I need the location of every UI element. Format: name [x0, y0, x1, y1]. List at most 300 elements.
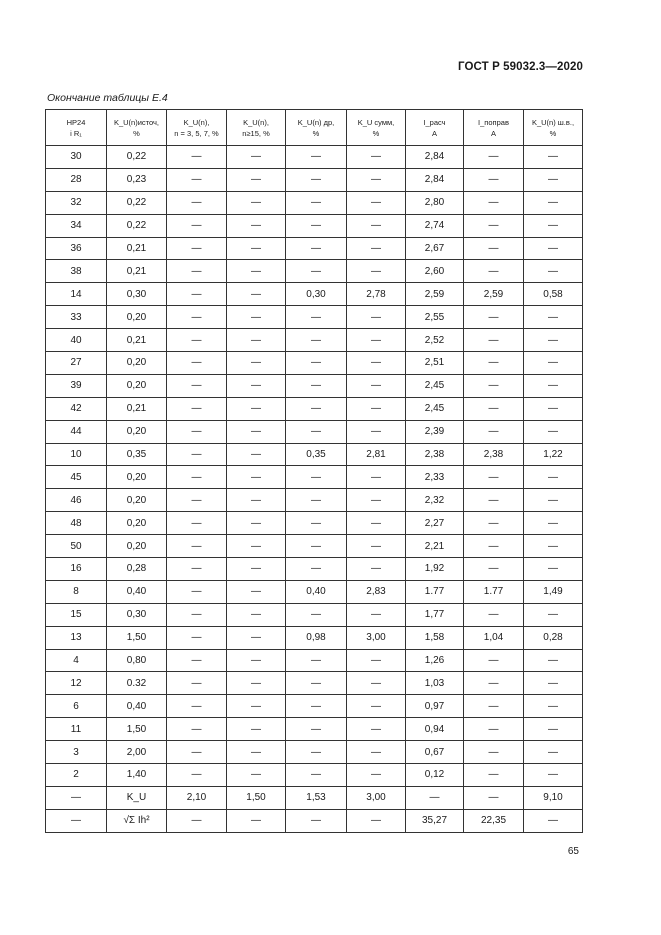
table-cell: 42 — [46, 397, 107, 420]
column-header-i-corrected — [464, 110, 524, 146]
table-cell: — — [524, 764, 583, 787]
table-cell: — — [524, 306, 583, 329]
table-cell: 0,30 — [107, 603, 167, 626]
table-cell: — — [524, 649, 583, 672]
table-cell: 1,77 — [406, 603, 464, 626]
table-cell: — — [227, 420, 286, 443]
table-cell: — — [167, 512, 227, 535]
table-row — [46, 374, 583, 397]
table-cell: — — [167, 168, 227, 191]
table-cell: — — [167, 466, 227, 489]
column-header-ku-low-order — [167, 110, 227, 146]
header-line2: % — [133, 128, 140, 138]
table-cell: 2,33 — [406, 466, 464, 489]
table-cell: — — [227, 352, 286, 375]
table-cell: 0,22 — [107, 214, 167, 237]
table-cell: — — [227, 283, 286, 306]
table-cell: 6 — [46, 695, 107, 718]
table-cell: 0,40 — [107, 695, 167, 718]
table-cell: — — [464, 649, 524, 672]
table-cell: — — [347, 397, 406, 420]
header-line1: K_U(n), — [243, 117, 269, 127]
table-cell: 0,20 — [107, 466, 167, 489]
table-cell: 44 — [46, 420, 107, 443]
table-cell: — — [464, 306, 524, 329]
table-cell: — — [347, 741, 406, 764]
table-cell: — — [464, 786, 524, 809]
table-cell: 10 — [46, 443, 107, 466]
column-header-i-calc — [406, 110, 464, 146]
table-cell: 0,21 — [107, 397, 167, 420]
table-cell: 2,38 — [406, 443, 464, 466]
table-cell: 2 — [46, 764, 107, 787]
table-cell: 13 — [46, 626, 107, 649]
table-cell: — — [227, 649, 286, 672]
table-cell: 1,53 — [286, 786, 347, 809]
table-cell: 0,23 — [107, 168, 167, 191]
table-cell: — — [464, 489, 524, 512]
table-cell: — — [347, 558, 406, 581]
table-cell: — — [347, 466, 406, 489]
table-cell: — — [167, 603, 227, 626]
table-cell: — — [524, 558, 583, 581]
table-cell: 1,50 — [107, 626, 167, 649]
table-cell: 36 — [46, 237, 107, 260]
table-cell: 2,55 — [406, 306, 464, 329]
table-cell: — — [286, 214, 347, 237]
header-line2: n≥15, % — [242, 128, 270, 138]
table-cell: — — [227, 626, 286, 649]
table-cell: — — [167, 741, 227, 764]
table-cell: — — [347, 260, 406, 283]
table-cell: 0,80 — [107, 649, 167, 672]
table-cell: — — [464, 168, 524, 191]
table-row — [46, 191, 583, 214]
table-cell: — — [167, 626, 227, 649]
table-cell: 35,27 — [406, 809, 464, 832]
table-cell: — — [286, 329, 347, 352]
header-line1: K_U(n) ш.в., — [531, 117, 575, 127]
page-number: 65 — [567, 846, 579, 857]
table-cell: — — [286, 191, 347, 214]
table-cell: — — [286, 512, 347, 535]
harmonics-table — [45, 109, 583, 833]
table-cell: — — [46, 809, 107, 832]
table-cell: — — [227, 306, 286, 329]
table-row — [46, 283, 583, 306]
header-line1: K_U(n)источ, — [113, 117, 160, 127]
table-cell: 0,20 — [107, 420, 167, 443]
table-cell: — — [286, 466, 347, 489]
table-cell: 0,21 — [107, 329, 167, 352]
table-cell: — — [286, 237, 347, 260]
table-cell: — — [167, 420, 227, 443]
table-cell: — — [464, 374, 524, 397]
table-cell: 0,35 — [286, 443, 347, 466]
table-cell: — — [167, 146, 227, 169]
table-cell: — — [347, 672, 406, 695]
table-row — [46, 146, 583, 169]
table-cell: 0,20 — [107, 352, 167, 375]
table-cell: — — [464, 352, 524, 375]
table-cell: 1,58 — [406, 626, 464, 649]
table-cell: — — [286, 672, 347, 695]
table-cell: 2,83 — [347, 580, 406, 603]
table-cell: — — [347, 374, 406, 397]
table-cell: 2,59 — [464, 283, 524, 306]
table-cell: — — [464, 260, 524, 283]
table-cell: — — [286, 397, 347, 420]
table-cell: 0,97 — [406, 695, 464, 718]
table-cell: 2,51 — [406, 352, 464, 375]
table-cell: — — [464, 764, 524, 787]
table-cell: — — [464, 420, 524, 443]
table-cell: — — [524, 489, 583, 512]
table-cell: — — [524, 672, 583, 695]
table-cell: 50 — [46, 535, 107, 558]
table-cell: — — [167, 237, 227, 260]
table-cell: 0,28 — [107, 558, 167, 581]
table-cell: — — [286, 374, 347, 397]
table-cell: — — [524, 329, 583, 352]
table-cell: — — [227, 695, 286, 718]
table-cell: — — [227, 718, 286, 741]
table-cell: 0,20 — [107, 512, 167, 535]
table-cell: 2,78 — [347, 283, 406, 306]
table-cell: — — [286, 420, 347, 443]
table-cell: 48 — [46, 512, 107, 535]
table-cell: — — [464, 191, 524, 214]
table-cell: — — [524, 214, 583, 237]
table-cell: — — [227, 764, 286, 787]
table-row — [46, 695, 583, 718]
table-cell: 34 — [46, 214, 107, 237]
table-cell: — — [286, 603, 347, 626]
table-cell: 0,58 — [524, 283, 583, 306]
header-line2: i R₁ — [70, 128, 82, 138]
header-line2: A — [431, 128, 437, 138]
table-cell: 2,60 — [406, 260, 464, 283]
table-cell: — — [167, 260, 227, 283]
table-cell: 22,35 — [464, 809, 524, 832]
table-cell: — — [167, 672, 227, 695]
table-row — [46, 535, 583, 558]
table-cell: 0,94 — [406, 718, 464, 741]
table-cell: — — [286, 558, 347, 581]
table-cell: 46 — [46, 489, 107, 512]
table-cell: — — [524, 512, 583, 535]
table-cell: — — [227, 443, 286, 466]
table-cell: — — [347, 535, 406, 558]
table-cell: — — [167, 214, 227, 237]
table-cell: 0,35 — [107, 443, 167, 466]
table-cell: K_U — [107, 786, 167, 809]
table-row — [46, 580, 583, 603]
column-header-ku-bus — [524, 110, 583, 146]
table-cell: — — [167, 352, 227, 375]
table-row — [46, 214, 583, 237]
table-cell: — — [227, 512, 286, 535]
table-row — [46, 626, 583, 649]
table-cell: — — [464, 695, 524, 718]
table-cell: — — [347, 649, 406, 672]
header-line1: I_расч — [423, 117, 446, 127]
table-row — [46, 466, 583, 489]
table-cell: — — [227, 214, 286, 237]
table-cell: — — [347, 329, 406, 352]
table-cell: 3,00 — [347, 786, 406, 809]
table-cell: — — [524, 809, 583, 832]
table-row — [46, 512, 583, 535]
table-cell: 2,00 — [107, 741, 167, 764]
table-cell: — — [286, 489, 347, 512]
table-cell: — — [524, 237, 583, 260]
table-cell: 0,20 — [107, 535, 167, 558]
column-header-nr — [46, 110, 107, 146]
table-cell: 1,49 — [524, 580, 583, 603]
table-row — [46, 397, 583, 420]
table-cell: 16 — [46, 558, 107, 581]
table-cell: 33 — [46, 306, 107, 329]
table-cell: — — [347, 695, 406, 718]
table-cell: 2,80 — [406, 191, 464, 214]
table-cell: — — [167, 489, 227, 512]
table-cell: — — [524, 603, 583, 626]
header-line2: % — [372, 128, 380, 138]
table-cell: √Σ Ih² — [107, 809, 167, 832]
table-row — [46, 809, 583, 832]
table-cell: — — [167, 306, 227, 329]
table-cell: — — [227, 672, 286, 695]
table-cell: 0,22 — [107, 191, 167, 214]
table-cell: 9,10 — [524, 786, 583, 809]
table-row — [46, 329, 583, 352]
table-cell: — — [286, 718, 347, 741]
table-cell: — — [347, 237, 406, 260]
table-cell: — — [286, 649, 347, 672]
table-cell: — — [347, 603, 406, 626]
table-cell: 15 — [46, 603, 107, 626]
table-cell: — — [464, 329, 524, 352]
table-cell: 2,67 — [406, 237, 464, 260]
table-cell: — — [524, 352, 583, 375]
table-cell: 0,30 — [107, 283, 167, 306]
table-cell: — — [227, 603, 286, 626]
table-cell: 8 — [46, 580, 107, 603]
table-cell: 4 — [46, 649, 107, 672]
table-cell: — — [286, 741, 347, 764]
table-cell: 1.77 — [464, 580, 524, 603]
table-row — [46, 306, 583, 329]
table-cell: — — [406, 786, 464, 809]
table-cell: — — [464, 397, 524, 420]
table-cell: — — [464, 672, 524, 695]
table-cell: 2,39 — [406, 420, 464, 443]
table-cell: 2,81 — [347, 443, 406, 466]
table-cell: — — [286, 764, 347, 787]
table-cell: — — [347, 214, 406, 237]
table-row — [46, 672, 583, 695]
table-row — [46, 443, 583, 466]
table-cell: 0,21 — [107, 237, 167, 260]
header-line1: НР24 — [66, 117, 86, 127]
table-cell: 1,26 — [406, 649, 464, 672]
table-cell: 1,50 — [227, 786, 286, 809]
table-cell: 2,10 — [167, 786, 227, 809]
table-cell: — — [227, 489, 286, 512]
table-cell: 0,40 — [107, 580, 167, 603]
table-cell: — — [227, 466, 286, 489]
table-cell: — — [227, 809, 286, 832]
table-cell: — — [167, 718, 227, 741]
table-cell: 1,50 — [107, 718, 167, 741]
column-header-ku-high-order — [227, 110, 286, 146]
table-cell: 0,12 — [406, 764, 464, 787]
table-cell: — — [524, 718, 583, 741]
table-cell: 0,20 — [107, 489, 167, 512]
table-cell: — — [167, 443, 227, 466]
table-row — [46, 489, 583, 512]
table-cell: 11 — [46, 718, 107, 741]
table-cell: — — [286, 260, 347, 283]
table-cell: 1,92 — [406, 558, 464, 581]
table-cell: 2,52 — [406, 329, 464, 352]
table-cell: 0,20 — [107, 306, 167, 329]
table-cell: — — [524, 168, 583, 191]
table-cell: 0,30 — [286, 283, 347, 306]
table-cell: 0,67 — [406, 741, 464, 764]
table-cell: 0,28 — [524, 626, 583, 649]
table-cell: — — [464, 214, 524, 237]
table-cell: 1.77 — [406, 580, 464, 603]
table-cell: 0,98 — [286, 626, 347, 649]
table-cell: — — [286, 535, 347, 558]
table-cell: — — [227, 741, 286, 764]
table-row — [46, 260, 583, 283]
column-header-ku-sum — [347, 110, 406, 146]
table-cell: 45 — [46, 466, 107, 489]
table-row — [46, 741, 583, 764]
table-cell: — — [286, 146, 347, 169]
table-cell: — — [167, 558, 227, 581]
header-line2: n = 3, 5, 7, % — [174, 128, 219, 138]
table-cell: — — [524, 535, 583, 558]
table-cell: 0.32 — [107, 672, 167, 695]
table-row — [46, 786, 583, 809]
table-cell: — — [524, 260, 583, 283]
table-cell: 2,45 — [406, 397, 464, 420]
table-cell: 2,84 — [406, 168, 464, 191]
table-row — [46, 352, 583, 375]
table-row — [46, 603, 583, 626]
table-cell: 40 — [46, 329, 107, 352]
table-cell: 3 — [46, 741, 107, 764]
table-cell: — — [347, 420, 406, 443]
table-cell: 2,74 — [406, 214, 464, 237]
table-row — [46, 420, 583, 443]
table-cell: — — [524, 466, 583, 489]
table-cell: — — [347, 512, 406, 535]
table-cell: — — [167, 191, 227, 214]
table-cell: — — [167, 695, 227, 718]
table-cell: — — [464, 558, 524, 581]
table-cell: — — [167, 374, 227, 397]
table-cell: — — [227, 580, 286, 603]
table-cell: — — [524, 420, 583, 443]
table-cell: — — [286, 168, 347, 191]
table-cell: — — [167, 649, 227, 672]
table-cell: 38 — [46, 260, 107, 283]
column-header-ku-source — [107, 110, 167, 146]
table-cell: — — [347, 191, 406, 214]
table-body — [46, 146, 583, 833]
table-header-row — [46, 110, 583, 146]
table-cell: 2,59 — [406, 283, 464, 306]
table-cell: 30 — [46, 146, 107, 169]
table-cell: — — [464, 146, 524, 169]
table-cell: — — [227, 168, 286, 191]
table-cell: — — [167, 580, 227, 603]
table-cell: — — [167, 329, 227, 352]
table-cell: 32 — [46, 191, 107, 214]
table-cell: 1,03 — [406, 672, 464, 695]
table-row — [46, 558, 583, 581]
table-cell: — — [167, 397, 227, 420]
table-cell: 1,04 — [464, 626, 524, 649]
table-cell: 14 — [46, 283, 107, 306]
table-cell: — — [464, 741, 524, 764]
table-cell: 0,20 — [107, 374, 167, 397]
table-cell: — — [167, 809, 227, 832]
table-cell: 12 — [46, 672, 107, 695]
table-cell: 2,21 — [406, 535, 464, 558]
table-cell: 39 — [46, 374, 107, 397]
table-cell: — — [286, 809, 347, 832]
table-row — [46, 764, 583, 787]
table-cell: — — [524, 695, 583, 718]
header-line2: A — [490, 128, 496, 138]
table-cell: 1,22 — [524, 443, 583, 466]
table-cell: — — [347, 352, 406, 375]
table-cell: — — [227, 329, 286, 352]
table-cell: — — [167, 764, 227, 787]
table-row — [46, 237, 583, 260]
table-cell: 27 — [46, 352, 107, 375]
table-cell: — — [464, 237, 524, 260]
table-cell: 1,40 — [107, 764, 167, 787]
table-cell: 3,00 — [347, 626, 406, 649]
header-line1: K_U сумм, — [357, 117, 395, 127]
table-cell: — — [286, 352, 347, 375]
table-cell: — — [524, 146, 583, 169]
header-line2: % — [312, 128, 320, 138]
document-header: ГОСТ Р 59032.3—2020 — [458, 61, 583, 73]
table-cell: — — [347, 718, 406, 741]
table-cell: — — [227, 374, 286, 397]
table-cell: 28 — [46, 168, 107, 191]
table-cell: — — [347, 146, 406, 169]
table-cell: 2,27 — [406, 512, 464, 535]
table-cell: — — [167, 535, 227, 558]
header-line1: K_U(n), — [183, 117, 210, 127]
table-cell: — — [46, 786, 107, 809]
table-cell: — — [464, 603, 524, 626]
table-cell: — — [286, 695, 347, 718]
table-cell: 2,38 — [464, 443, 524, 466]
table-cell: — — [167, 283, 227, 306]
table-cell: — — [227, 558, 286, 581]
table-row — [46, 168, 583, 191]
